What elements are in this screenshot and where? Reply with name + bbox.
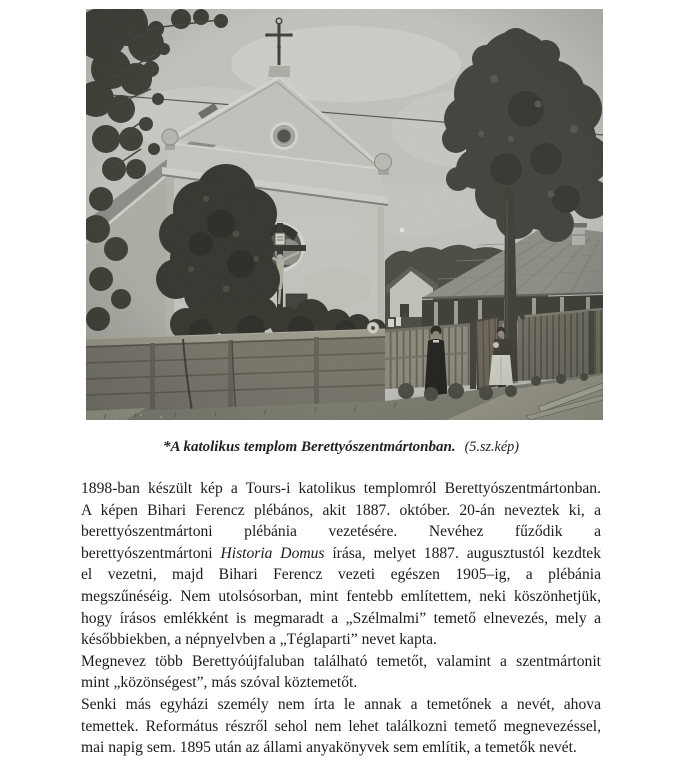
text-line-1: 1898-ban készült kép a Tours-i katolikus templomról Berettyószentmártonban.	[81, 480, 601, 497]
text-line-4	[81, 543, 601, 565]
text-line-10: mint „közönségest”, más szóval köztemetőt.	[81, 674, 358, 692]
text-line-8: későbbiekben, a népnyelvben a „Téglaparti” nevet kapta.	[81, 631, 437, 649]
text-line-13: mai napig sem. 1895 után az állami anyakönyvek sem említik, a temetők nevét.	[81, 739, 577, 757]
text-line-7: hogy írásos emlékként is megmaradt a „Szélmalmi” temető elnevezés, mely a	[81, 609, 601, 627]
text-segment: írása, melyet 1887. augusztustól kezdtek	[324, 544, 601, 562]
article-text	[81, 478, 601, 759]
text-line-12: temettek. Református részről sehol nem lehet találkozni temető megnevezéssel,	[81, 717, 601, 735]
text-line-6: megszűnéséig. Nem utolsósorban, mint fentebb említettem, neki köszönhetjük,	[81, 587, 601, 605]
text-line-11: Senki más egyházi személy nem írta le annak a temetőnek a nevét, ahova	[81, 695, 601, 713]
text-line-5: el vezetni, majd Bihari Ferencz vezeti egészen 1905–ig, a plébánia	[81, 566, 601, 584]
latin-term: Historia Domus	[220, 544, 325, 562]
photo-caption	[81, 437, 601, 457]
film-grain	[86, 9, 603, 420]
text-line-3: berettyószentmártoni plébánia vezetésére. Nevéhez fűződik a	[81, 523, 601, 541]
text-line-2: A képen Bihari Ferencz plébános, akit 1887. október. 20-án neveztek ki, a	[81, 501, 601, 519]
text-segment: berettyószentmártoni	[81, 544, 221, 562]
church-photograph	[86, 9, 603, 420]
caption-text: *A katolikus templom Berettyószentmártonban.	[163, 439, 456, 455]
text-line-9: Megnevez több Berettyóújfaluban található temetőt, valamint a szentmártonit	[81, 652, 601, 670]
caption-figure-ref: (5.sz.kép)	[464, 439, 519, 455]
church-photo-svg	[86, 9, 603, 420]
